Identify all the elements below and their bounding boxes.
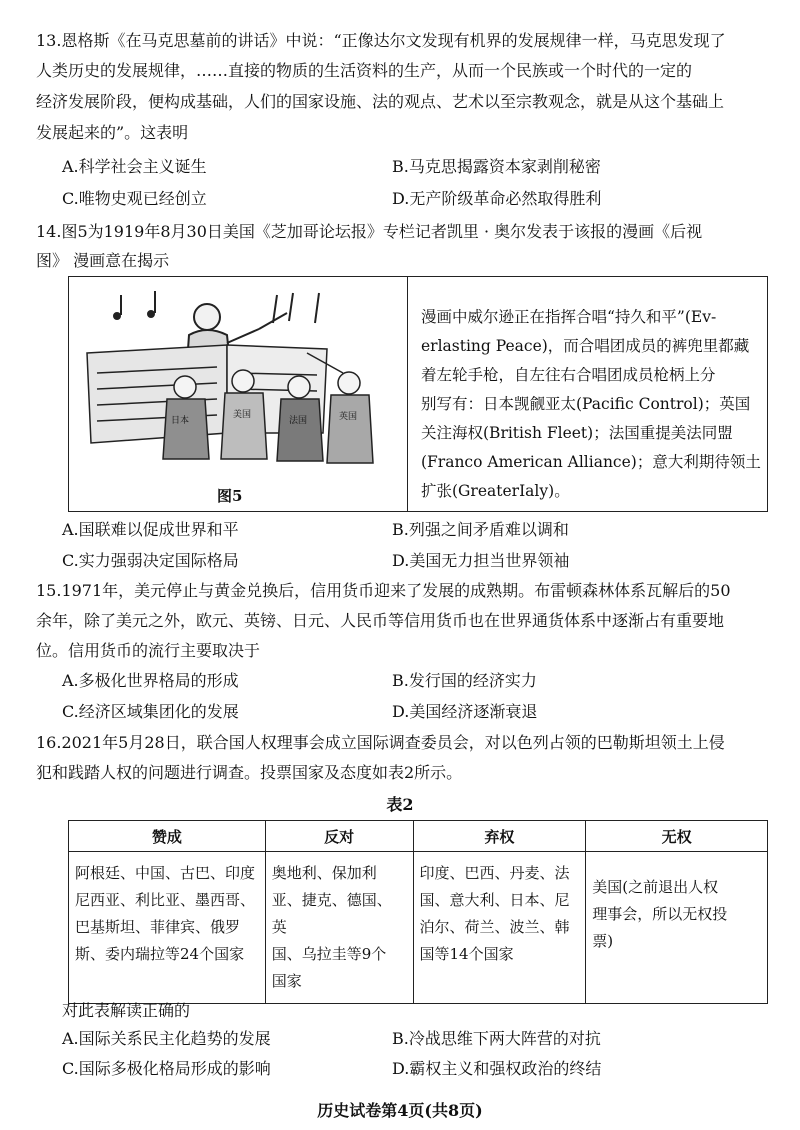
header-abstain: 弃权 [413,821,586,852]
q16-question: 对此表解读正确的 [62,1001,191,1020]
q14-line-2: 图》 漫画意在揭示 [36,251,170,270]
q16-option-b: B.冷战思维下两大阵营的对抗 [392,1029,601,1048]
header-in-favor: 赞成 [69,821,266,852]
q15-option-a: A.多极化世界格局的形成 [62,671,239,690]
figure-text-line: 关注海权(British Fleet)；法国重提美法同盟 [421,424,733,442]
q13-line-3: 经济发展阶段，便构成基础，人们的国家设施、法的观点、艺术以至宗教观念，就是从这个基础上 [36,92,725,111]
cell-line: 国、意大利、日本、尼 [419,891,570,909]
q15-option-c: C.经济区域集团化的发展 [62,702,239,721]
cell-line: 泊尔、荷兰、波兰、韩 [419,918,570,936]
figure-text-line: (Franco American Alliance)；意大利期待领土 [421,453,761,471]
q14-option-a: A.国联难以促成世界和平 [62,520,239,539]
cell-line: 阿根廷、中国、古巴、印度 [75,864,256,882]
cell-line: 斯、委内瑞拉等24个国家 [75,945,245,963]
cell-line: 理事会，所以无权投 [592,905,728,923]
cell-line: 亚、捷克、德国、英 [271,891,392,936]
q16-line-2: 犯和践踏人权的问题进行调查。投票国家及态度如表2所示。 [36,763,463,782]
q16-line-1: 16.2021年5月28日，联合国人权理事会成立国际调查委员会，对以色列占领的巴勒斯坦领土上侵 [36,733,725,752]
figure-text-line: 别写有：日本觊觎亚太(Pacific Control)；英国 [421,395,751,413]
cell-line: 奥地利、保加利 [271,864,377,882]
q13-line-2: 人类历史的发展规律，……直接的物质的生活资料的生产，从而一个民族或一个时代的一定的 [36,61,693,80]
figure-text-line: 扩张(GreaterIaly)。 [421,482,570,500]
q13-option-c: C.唯物史观已经创立 [62,189,207,208]
q13-option-a: A.科学社会主义诞生 [62,157,207,176]
q15-line-1: 15.1971年，美元停止与黄金兑换后，信用货币迎来了发展的成熟期。布雷顿森林体系瓦解后的50 [36,581,731,600]
q16-option-a: A.国际关系民主化趋势的发展 [62,1029,271,1048]
cell-line: 国、乌拉圭等9个 [271,945,387,963]
figure-5-box [68,276,768,512]
cell-abstain [413,852,586,1004]
label-britain: 英国 [339,412,358,422]
q14-option-c: C.实力强弱决定国际格局 [62,551,239,570]
figure-divider [407,277,408,511]
q15-option-b: B.发行国的经济实力 [392,671,537,690]
cell-line: 票) [592,932,614,950]
table-row [69,852,768,1004]
figure-description [421,303,761,506]
cell-against [265,852,413,1004]
figure-caption: 图5 [217,487,243,505]
q13-line-1: 13.恩格斯《在马克思墓前的讲话》中说：“正像达尔文发现有机界的发展规律一样，马克思发现了 [36,31,726,50]
table-caption: 表2 [386,795,414,814]
q16-option-c: C.国际多极化格局形成的影响 [62,1059,271,1078]
page-footer: 历史试卷第4页(共8页) [317,1101,483,1120]
q15-option-d: D.美国经济逐渐衰退 [392,702,538,721]
cell-no-vote [586,852,768,1004]
cell-line: 国等14个国家 [419,945,514,963]
q16-option-d: D.霸权主义和强权政治的终结 [392,1059,602,1078]
figure-text-line: 着左轮手枪，自左往右合唱团成员枪柄上分 [421,366,716,384]
figure-text-line: 漫画中威尔逊正在指挥合唱“持久和平”(Ev- [421,308,717,326]
label-japan: 日本 [171,416,190,426]
cell-line: 美国(之前退出人权 [592,878,719,896]
header-no-vote: 无权 [586,821,768,852]
q13-option-b: B.马克思揭露资本家剥削秘密 [392,157,601,176]
cell-line: 巴基斯坦、菲律宾、俄罗 [75,918,241,936]
label-usa: 美国 [233,410,252,420]
q14-option-b: B.列强之间矛盾难以调和 [392,520,569,539]
header-against: 反对 [265,821,413,852]
table-header-row [69,821,768,852]
q14-line-1: 14.图5为1919年8月30日美国《芝加哥论坛报》专栏记者凯里 · 奥尔发表于该报的漫画《后视 [36,222,703,241]
label-france: 法国 [289,416,308,426]
q15-line-2: 余年，除了美元之外，欧元、英镑、日元、人民币等信用货币也在世界通货体系中逐渐占有重要地 [36,611,725,630]
cell-line: 尼西亚、利比亚、墨西哥、 [75,891,256,909]
q13-option-d: D.无产阶级革命必然取得胜利 [392,189,602,208]
q14-option-d: D.美国无力担当世界领袖 [392,551,570,570]
cell-in-favor [69,852,266,1004]
cell-line: 印度、巴西、丹麦、法 [419,864,570,882]
q15-line-3: 位。信用货币的流行主要取决于 [36,641,261,660]
figure-text-line: erlasting Peace)，而合唱团成员的裤兜里都藏 [421,337,750,355]
vote-table [68,820,768,1004]
q13-line-4: 发展起来的”。这表明 [36,123,189,142]
cell-line: 国家 [271,972,302,990]
cartoon-illustration [77,283,399,479]
